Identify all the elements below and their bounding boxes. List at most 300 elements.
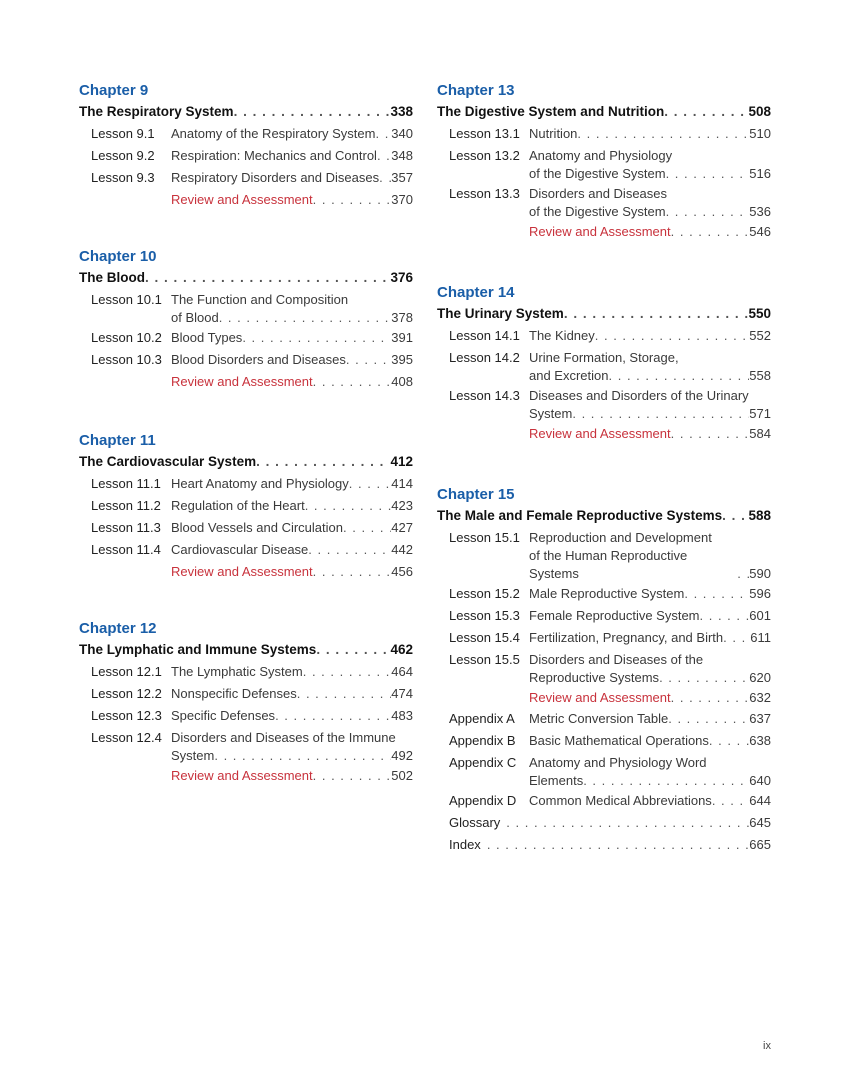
page-number: 644 bbox=[749, 793, 771, 808]
page-number: 620 bbox=[749, 670, 771, 685]
entry-title[interactable]: Diseases and Disorders of the Urinary bbox=[529, 388, 749, 403]
page-number: 590 bbox=[749, 566, 771, 581]
entry-body bbox=[171, 371, 413, 393]
entry-title[interactable]: Nonspecific Defenses bbox=[171, 686, 297, 701]
entry-line bbox=[171, 191, 413, 209]
dot-leader bbox=[377, 147, 391, 165]
entry-title[interactable]: Review and Assessment bbox=[529, 690, 671, 705]
entry-body bbox=[506, 812, 771, 834]
chapter-title-entry[interactable] bbox=[437, 505, 771, 527]
entry-line bbox=[529, 689, 771, 707]
lesson-entry[interactable] bbox=[79, 705, 413, 727]
entry-label: Lesson 14.3 bbox=[449, 388, 520, 403]
chapter-heading[interactable]: Chapter 15 bbox=[437, 486, 515, 503]
entry-body bbox=[171, 327, 413, 349]
entry-title[interactable]: Review and Assessment bbox=[529, 426, 671, 441]
lesson-entry[interactable] bbox=[437, 123, 771, 145]
page-number: 357 bbox=[391, 170, 413, 185]
dot-leader bbox=[668, 710, 749, 728]
lesson-entry[interactable] bbox=[437, 347, 771, 385]
entry-line bbox=[171, 563, 413, 581]
page-number: 492 bbox=[391, 748, 413, 763]
entry-line bbox=[529, 147, 771, 165]
entry-body bbox=[529, 583, 771, 605]
chapter-block bbox=[79, 80, 413, 211]
entry-body bbox=[529, 423, 771, 445]
dot-leader bbox=[303, 663, 392, 681]
chapter-title[interactable]: The Urinary System bbox=[437, 306, 564, 321]
entry-body bbox=[529, 790, 771, 812]
entry-title[interactable]: Regulation of the Heart bbox=[171, 498, 305, 513]
entry-title[interactable]: Anatomy and Physiology bbox=[529, 148, 673, 163]
entry-line bbox=[529, 772, 771, 790]
chapter-title-entry[interactable] bbox=[79, 639, 413, 661]
dot-leader bbox=[313, 191, 392, 209]
lesson-entry[interactable] bbox=[79, 289, 413, 327]
entry-label: Appendix A bbox=[449, 711, 515, 726]
entry-body bbox=[529, 221, 771, 243]
entry-line bbox=[171, 707, 413, 725]
page-number: 588 bbox=[748, 508, 771, 523]
dot-leader bbox=[737, 565, 749, 583]
entry-label: Appendix C bbox=[449, 755, 517, 770]
entry-line bbox=[171, 351, 413, 369]
entry-title[interactable]: Male Reproductive System bbox=[529, 586, 685, 601]
entry-title[interactable]: Female Reproductive System bbox=[529, 608, 700, 623]
chapter-block bbox=[437, 708, 771, 856]
entry-title[interactable]: Respiratory Disorders and Diseases bbox=[171, 170, 380, 185]
entry-label: Lesson 13.2 bbox=[449, 148, 520, 163]
dot-leader bbox=[308, 541, 391, 559]
entry-label bbox=[437, 423, 529, 445]
entry-line bbox=[506, 814, 771, 832]
page-number: 558 bbox=[749, 368, 771, 383]
entry-line bbox=[529, 669, 771, 687]
entry-title[interactable]: System bbox=[529, 406, 573, 421]
entry-title[interactable]: Common Medical Abbreviations bbox=[529, 793, 712, 808]
lesson-entry[interactable] bbox=[437, 583, 771, 605]
review-assessment-entry[interactable] bbox=[79, 189, 413, 211]
entry-title[interactable]: The Kidney bbox=[529, 328, 595, 343]
entry-title[interactable]: Reproductive Systems bbox=[529, 670, 660, 685]
entry-line bbox=[529, 405, 771, 423]
page-number: 370 bbox=[391, 192, 413, 207]
entry-body bbox=[529, 708, 771, 730]
entry-title[interactable]: Heart Anatomy and Physiology bbox=[171, 476, 349, 491]
entry-label bbox=[79, 765, 171, 787]
chapter-title[interactable]: The Cardiovascular System bbox=[79, 454, 257, 469]
lesson-entry[interactable] bbox=[437, 527, 771, 583]
chapter-block bbox=[79, 618, 413, 787]
entry-body bbox=[171, 539, 413, 561]
lesson-entry[interactable] bbox=[79, 517, 413, 539]
entry-label: Lesson 9.3 bbox=[91, 170, 155, 185]
page-number: 640 bbox=[749, 773, 771, 788]
entry-line bbox=[171, 497, 413, 515]
entry-line bbox=[79, 101, 413, 123]
page-number: 464 bbox=[391, 664, 413, 679]
entry-title[interactable]: of Blood bbox=[171, 310, 219, 325]
dot-leader bbox=[487, 836, 749, 854]
entry-body bbox=[171, 145, 413, 167]
entry-body bbox=[487, 834, 771, 856]
chapter-heading[interactable]: Chapter 12 bbox=[79, 620, 157, 637]
lesson-entry[interactable] bbox=[79, 145, 413, 167]
entry-body bbox=[529, 730, 771, 752]
entry-label: Lesson 12.1 bbox=[91, 664, 162, 679]
entry-line bbox=[171, 291, 413, 309]
dot-leader bbox=[709, 732, 749, 750]
entry-line bbox=[171, 125, 413, 143]
entry-body bbox=[171, 123, 413, 145]
entry-label: Lesson 10.1 bbox=[91, 292, 162, 307]
entry-body bbox=[171, 661, 413, 683]
entry-title[interactable]: Blood Disorders and Diseases bbox=[171, 352, 346, 367]
entry-line bbox=[529, 165, 771, 183]
entry-title[interactable]: Disorders and Diseases bbox=[529, 186, 668, 201]
entry-body bbox=[171, 705, 413, 727]
entry-body bbox=[529, 627, 771, 649]
entry-line bbox=[529, 203, 771, 221]
entry-title[interactable]: Elements bbox=[529, 773, 584, 788]
entry-line bbox=[171, 541, 413, 559]
entry-line bbox=[529, 585, 771, 603]
entry-label: Glossary bbox=[449, 815, 501, 830]
entry-line bbox=[529, 547, 771, 583]
lesson-entry[interactable] bbox=[437, 605, 771, 627]
entry-label bbox=[437, 687, 529, 709]
dot-leader bbox=[712, 792, 749, 810]
entry-line bbox=[529, 754, 771, 772]
entry-label: Appendix B bbox=[449, 733, 516, 748]
lesson-entry[interactable] bbox=[79, 683, 413, 705]
entry-line bbox=[529, 792, 771, 810]
entry-line bbox=[171, 475, 413, 493]
lesson-entry[interactable] bbox=[79, 167, 413, 189]
entry-title[interactable]: Basic Mathematical Operations bbox=[529, 733, 709, 748]
lesson-entry[interactable] bbox=[437, 649, 771, 687]
dot-leader bbox=[666, 203, 750, 221]
entry-line bbox=[529, 710, 771, 728]
entry-title[interactable]: Urine Formation, Storage, bbox=[529, 350, 679, 365]
dot-leader bbox=[297, 685, 392, 703]
chapter-title-entry[interactable] bbox=[437, 101, 771, 123]
dot-leader bbox=[219, 309, 392, 327]
dot-leader bbox=[671, 425, 750, 443]
entry-line bbox=[529, 651, 771, 669]
dot-leader bbox=[313, 373, 392, 391]
entry-title[interactable]: Cardiovascular Disease bbox=[171, 542, 309, 557]
chapter-heading[interactable]: Chapter 10 bbox=[79, 248, 157, 265]
entry-line bbox=[529, 125, 771, 143]
dot-leader bbox=[723, 629, 750, 647]
lesson-entry[interactable] bbox=[79, 327, 413, 349]
entry-line bbox=[171, 729, 413, 747]
dot-leader bbox=[659, 669, 749, 687]
lesson-entry[interactable] bbox=[79, 727, 413, 765]
page-number: 338 bbox=[390, 104, 413, 119]
lesson-entry[interactable] bbox=[437, 812, 771, 834]
page-number: 376 bbox=[390, 270, 413, 285]
chapter-heading[interactable]: Chapter 11 bbox=[79, 432, 156, 449]
review-assessment-entry[interactable] bbox=[437, 687, 771, 709]
chapter-heading[interactable]: Chapter 14 bbox=[437, 284, 515, 301]
entry-title[interactable]: Review and Assessment bbox=[171, 768, 313, 783]
entry-line bbox=[529, 607, 771, 625]
entry-body bbox=[529, 183, 771, 221]
entry-label: Lesson 14.1 bbox=[449, 328, 520, 343]
entry-title[interactable]: Nutrition bbox=[529, 126, 578, 141]
entry-label: Lesson 11.2 bbox=[91, 498, 161, 513]
lesson-entry[interactable] bbox=[437, 708, 771, 730]
entry-label: Lesson 13.3 bbox=[449, 186, 520, 201]
dot-leader bbox=[379, 169, 391, 187]
page-number: 571 bbox=[749, 406, 771, 421]
lesson-entry[interactable] bbox=[437, 325, 771, 347]
review-assessment-entry[interactable] bbox=[79, 561, 413, 583]
dot-leader bbox=[242, 329, 391, 347]
entry-line bbox=[171, 373, 413, 391]
dot-leader bbox=[316, 639, 390, 661]
entry-line bbox=[529, 327, 771, 345]
chapter-title[interactable]: The Respiratory System bbox=[79, 104, 234, 119]
dot-leader bbox=[305, 497, 392, 515]
dot-leader bbox=[313, 767, 392, 785]
entry-line bbox=[529, 387, 771, 405]
entry-title[interactable]: Review and Assessment bbox=[171, 564, 313, 579]
chapter-heading[interactable]: Chapter 9 bbox=[79, 82, 149, 99]
chapter-title[interactable]: The Male and Female Reproductive Systems bbox=[437, 508, 723, 523]
page-number: 395 bbox=[391, 352, 413, 367]
dot-leader bbox=[609, 367, 750, 385]
entry-title[interactable]: System bbox=[171, 748, 215, 763]
chapter-title-entry[interactable] bbox=[79, 101, 413, 123]
entry-label: Lesson 15.4 bbox=[449, 630, 520, 645]
entry-label: Appendix D bbox=[449, 793, 517, 808]
lesson-entry[interactable] bbox=[79, 123, 413, 145]
lesson-entry[interactable] bbox=[437, 834, 771, 856]
entry-label: Lesson 11.4 bbox=[91, 542, 161, 557]
chapter-block bbox=[437, 80, 771, 243]
page-number: 516 bbox=[749, 166, 771, 181]
dot-leader bbox=[583, 772, 749, 790]
review-assessment-entry[interactable] bbox=[437, 423, 771, 445]
entry-body bbox=[529, 385, 771, 423]
chapter-title-entry[interactable] bbox=[79, 267, 413, 289]
entry-body bbox=[529, 325, 771, 347]
chapter-title[interactable]: The Digestive System and Nutrition bbox=[437, 104, 665, 119]
entry-label bbox=[79, 189, 171, 211]
entry-line bbox=[529, 367, 771, 385]
lesson-entry[interactable] bbox=[437, 385, 771, 423]
entry-label: Lesson 11.1 bbox=[91, 476, 161, 491]
page-number: 348 bbox=[391, 148, 413, 163]
entry-title[interactable]: and Excretion bbox=[529, 368, 609, 383]
entry-body bbox=[171, 517, 413, 539]
entry-title[interactable]: The Function and Composition bbox=[171, 292, 349, 307]
page-number: 502 bbox=[391, 768, 413, 783]
chapter-heading[interactable]: Chapter 13 bbox=[437, 82, 515, 99]
page-number: 550 bbox=[748, 306, 771, 321]
lesson-entry[interactable] bbox=[79, 349, 413, 371]
entry-title[interactable]: Blood Vessels and Circulation bbox=[171, 520, 343, 535]
entry-body bbox=[529, 347, 771, 385]
entry-body bbox=[529, 752, 771, 790]
entry-title[interactable]: Review and Assessment bbox=[171, 192, 313, 207]
entry-label: Lesson 9.1 bbox=[91, 126, 155, 141]
lesson-entry[interactable] bbox=[437, 183, 771, 221]
page-number: 584 bbox=[749, 426, 771, 441]
entry-line bbox=[529, 629, 771, 647]
entry-line bbox=[171, 663, 413, 681]
lesson-entry[interactable] bbox=[79, 539, 413, 561]
page-number: 601 bbox=[749, 608, 771, 623]
entry-line bbox=[171, 147, 413, 165]
review-assessment-entry[interactable] bbox=[79, 371, 413, 393]
entry-title[interactable]: Anatomy and Physiology Word bbox=[529, 755, 707, 770]
entry-label: Lesson 12.3 bbox=[91, 708, 162, 723]
entry-title[interactable]: of the Digestive System bbox=[529, 204, 666, 219]
entry-line bbox=[171, 329, 413, 347]
page-number: 474 bbox=[391, 686, 413, 701]
entry-line bbox=[79, 451, 413, 473]
chapter-block bbox=[437, 282, 771, 445]
lesson-entry[interactable] bbox=[437, 730, 771, 752]
entry-title[interactable]: of the Human Reproductive Systems bbox=[529, 548, 688, 581]
entry-body bbox=[171, 349, 413, 371]
dot-leader bbox=[666, 165, 750, 183]
entry-line bbox=[529, 425, 771, 443]
entry-body bbox=[529, 649, 771, 687]
dot-leader bbox=[343, 519, 391, 537]
chapter-block bbox=[437, 484, 771, 709]
page-number: 508 bbox=[748, 104, 771, 119]
page-number: 611 bbox=[750, 630, 771, 645]
entry-line bbox=[529, 529, 771, 547]
entry-line bbox=[171, 169, 413, 187]
entry-label: Lesson 12.4 bbox=[91, 730, 162, 745]
dot-leader bbox=[700, 607, 750, 625]
entry-label bbox=[437, 221, 529, 243]
page-number: 637 bbox=[749, 711, 771, 726]
page-number: 510 bbox=[749, 126, 771, 141]
entry-line bbox=[437, 505, 771, 527]
entry-body bbox=[171, 683, 413, 705]
entry-title[interactable]: Disorders and Diseases of the Immune bbox=[171, 730, 396, 745]
lesson-entry[interactable] bbox=[79, 661, 413, 683]
entry-label: Lesson 9.2 bbox=[91, 148, 155, 163]
page-number: 483 bbox=[391, 708, 413, 723]
entry-label: Lesson 15.2 bbox=[449, 586, 520, 601]
page-number: 340 bbox=[391, 126, 413, 141]
chapter-block bbox=[79, 430, 413, 583]
lesson-entry[interactable] bbox=[437, 627, 771, 649]
page-number: ix bbox=[763, 1040, 771, 1052]
entry-body bbox=[529, 687, 771, 709]
review-assessment-entry[interactable] bbox=[79, 765, 413, 787]
entry-body bbox=[171, 167, 413, 189]
chapter-block bbox=[79, 246, 413, 393]
review-assessment-entry[interactable] bbox=[437, 221, 771, 243]
chapter-title-entry[interactable] bbox=[79, 451, 413, 473]
page-number: 632 bbox=[749, 690, 771, 705]
dot-leader bbox=[572, 405, 749, 423]
entry-line bbox=[529, 732, 771, 750]
entry-label: Lesson 10.2 bbox=[91, 330, 162, 345]
dot-leader bbox=[506, 814, 749, 832]
entry-body bbox=[171, 289, 413, 327]
entry-label: Lesson 10.3 bbox=[91, 352, 162, 367]
entry-body bbox=[529, 145, 771, 183]
entry-title[interactable]: Review and Assessment bbox=[171, 374, 313, 389]
page-number: 442 bbox=[391, 542, 413, 557]
chapter-title[interactable]: The Blood bbox=[79, 270, 145, 285]
entry-body bbox=[171, 473, 413, 495]
lesson-entry[interactable] bbox=[437, 145, 771, 183]
entry-title[interactable]: Anatomy of the Respiratory System bbox=[171, 126, 376, 141]
entry-title[interactable]: Blood Types bbox=[171, 330, 243, 345]
chapter-title[interactable]: The Lymphatic and Immune Systems bbox=[79, 642, 317, 657]
page-number: 645 bbox=[749, 815, 771, 830]
entry-title[interactable]: Reproduction and Development bbox=[529, 530, 712, 545]
entry-label: Lesson 11.3 bbox=[91, 520, 161, 535]
dot-leader bbox=[214, 747, 391, 765]
entry-line bbox=[79, 639, 413, 661]
entry-title[interactable]: Review and Assessment bbox=[529, 224, 671, 239]
entry-line bbox=[171, 519, 413, 537]
entry-title[interactable]: Respiration: Mechanics and Control bbox=[171, 148, 377, 163]
entry-label: Lesson 12.2 bbox=[91, 686, 162, 701]
entry-line bbox=[529, 185, 771, 203]
entry-title[interactable]: of the Digestive System bbox=[529, 166, 666, 181]
entry-label: Lesson 15.1 bbox=[449, 530, 520, 545]
entry-title[interactable]: Disorders and Diseases of the bbox=[529, 652, 704, 667]
entry-body bbox=[171, 495, 413, 517]
entry-line bbox=[437, 101, 771, 123]
page-number: 456 bbox=[391, 564, 413, 579]
entry-title[interactable]: Fertilization, Pregnancy, and Birth bbox=[529, 630, 724, 645]
dot-leader bbox=[684, 585, 749, 603]
page-number: 462 bbox=[390, 642, 413, 657]
page-number: 414 bbox=[391, 476, 413, 491]
lesson-entry[interactable] bbox=[437, 790, 771, 812]
entry-line bbox=[437, 303, 771, 325]
dot-leader bbox=[275, 707, 391, 725]
page-number: 378 bbox=[391, 310, 413, 325]
entry-line bbox=[171, 747, 413, 765]
dot-leader bbox=[671, 223, 750, 241]
entry-body bbox=[171, 189, 413, 211]
page-number: 552 bbox=[749, 328, 771, 343]
entry-line bbox=[529, 349, 771, 367]
entry-label: Lesson 14.2 bbox=[449, 350, 520, 365]
lesson-entry[interactable] bbox=[437, 752, 771, 790]
entry-title[interactable]: Specific Defenses bbox=[171, 708, 276, 723]
dot-leader bbox=[346, 351, 391, 369]
entry-line bbox=[487, 836, 771, 854]
lesson-entry[interactable] bbox=[79, 495, 413, 517]
entry-body bbox=[529, 605, 771, 627]
page-number: 596 bbox=[749, 586, 771, 601]
entry-line bbox=[171, 309, 413, 327]
dot-leader bbox=[671, 689, 750, 707]
chapter-title-entry[interactable] bbox=[437, 303, 771, 325]
entry-title[interactable]: Metric Conversion Table bbox=[529, 711, 669, 726]
dot-leader bbox=[564, 303, 749, 325]
entry-body bbox=[171, 727, 413, 765]
lesson-entry[interactable] bbox=[79, 473, 413, 495]
entry-title[interactable]: The Lymphatic System bbox=[171, 664, 303, 679]
